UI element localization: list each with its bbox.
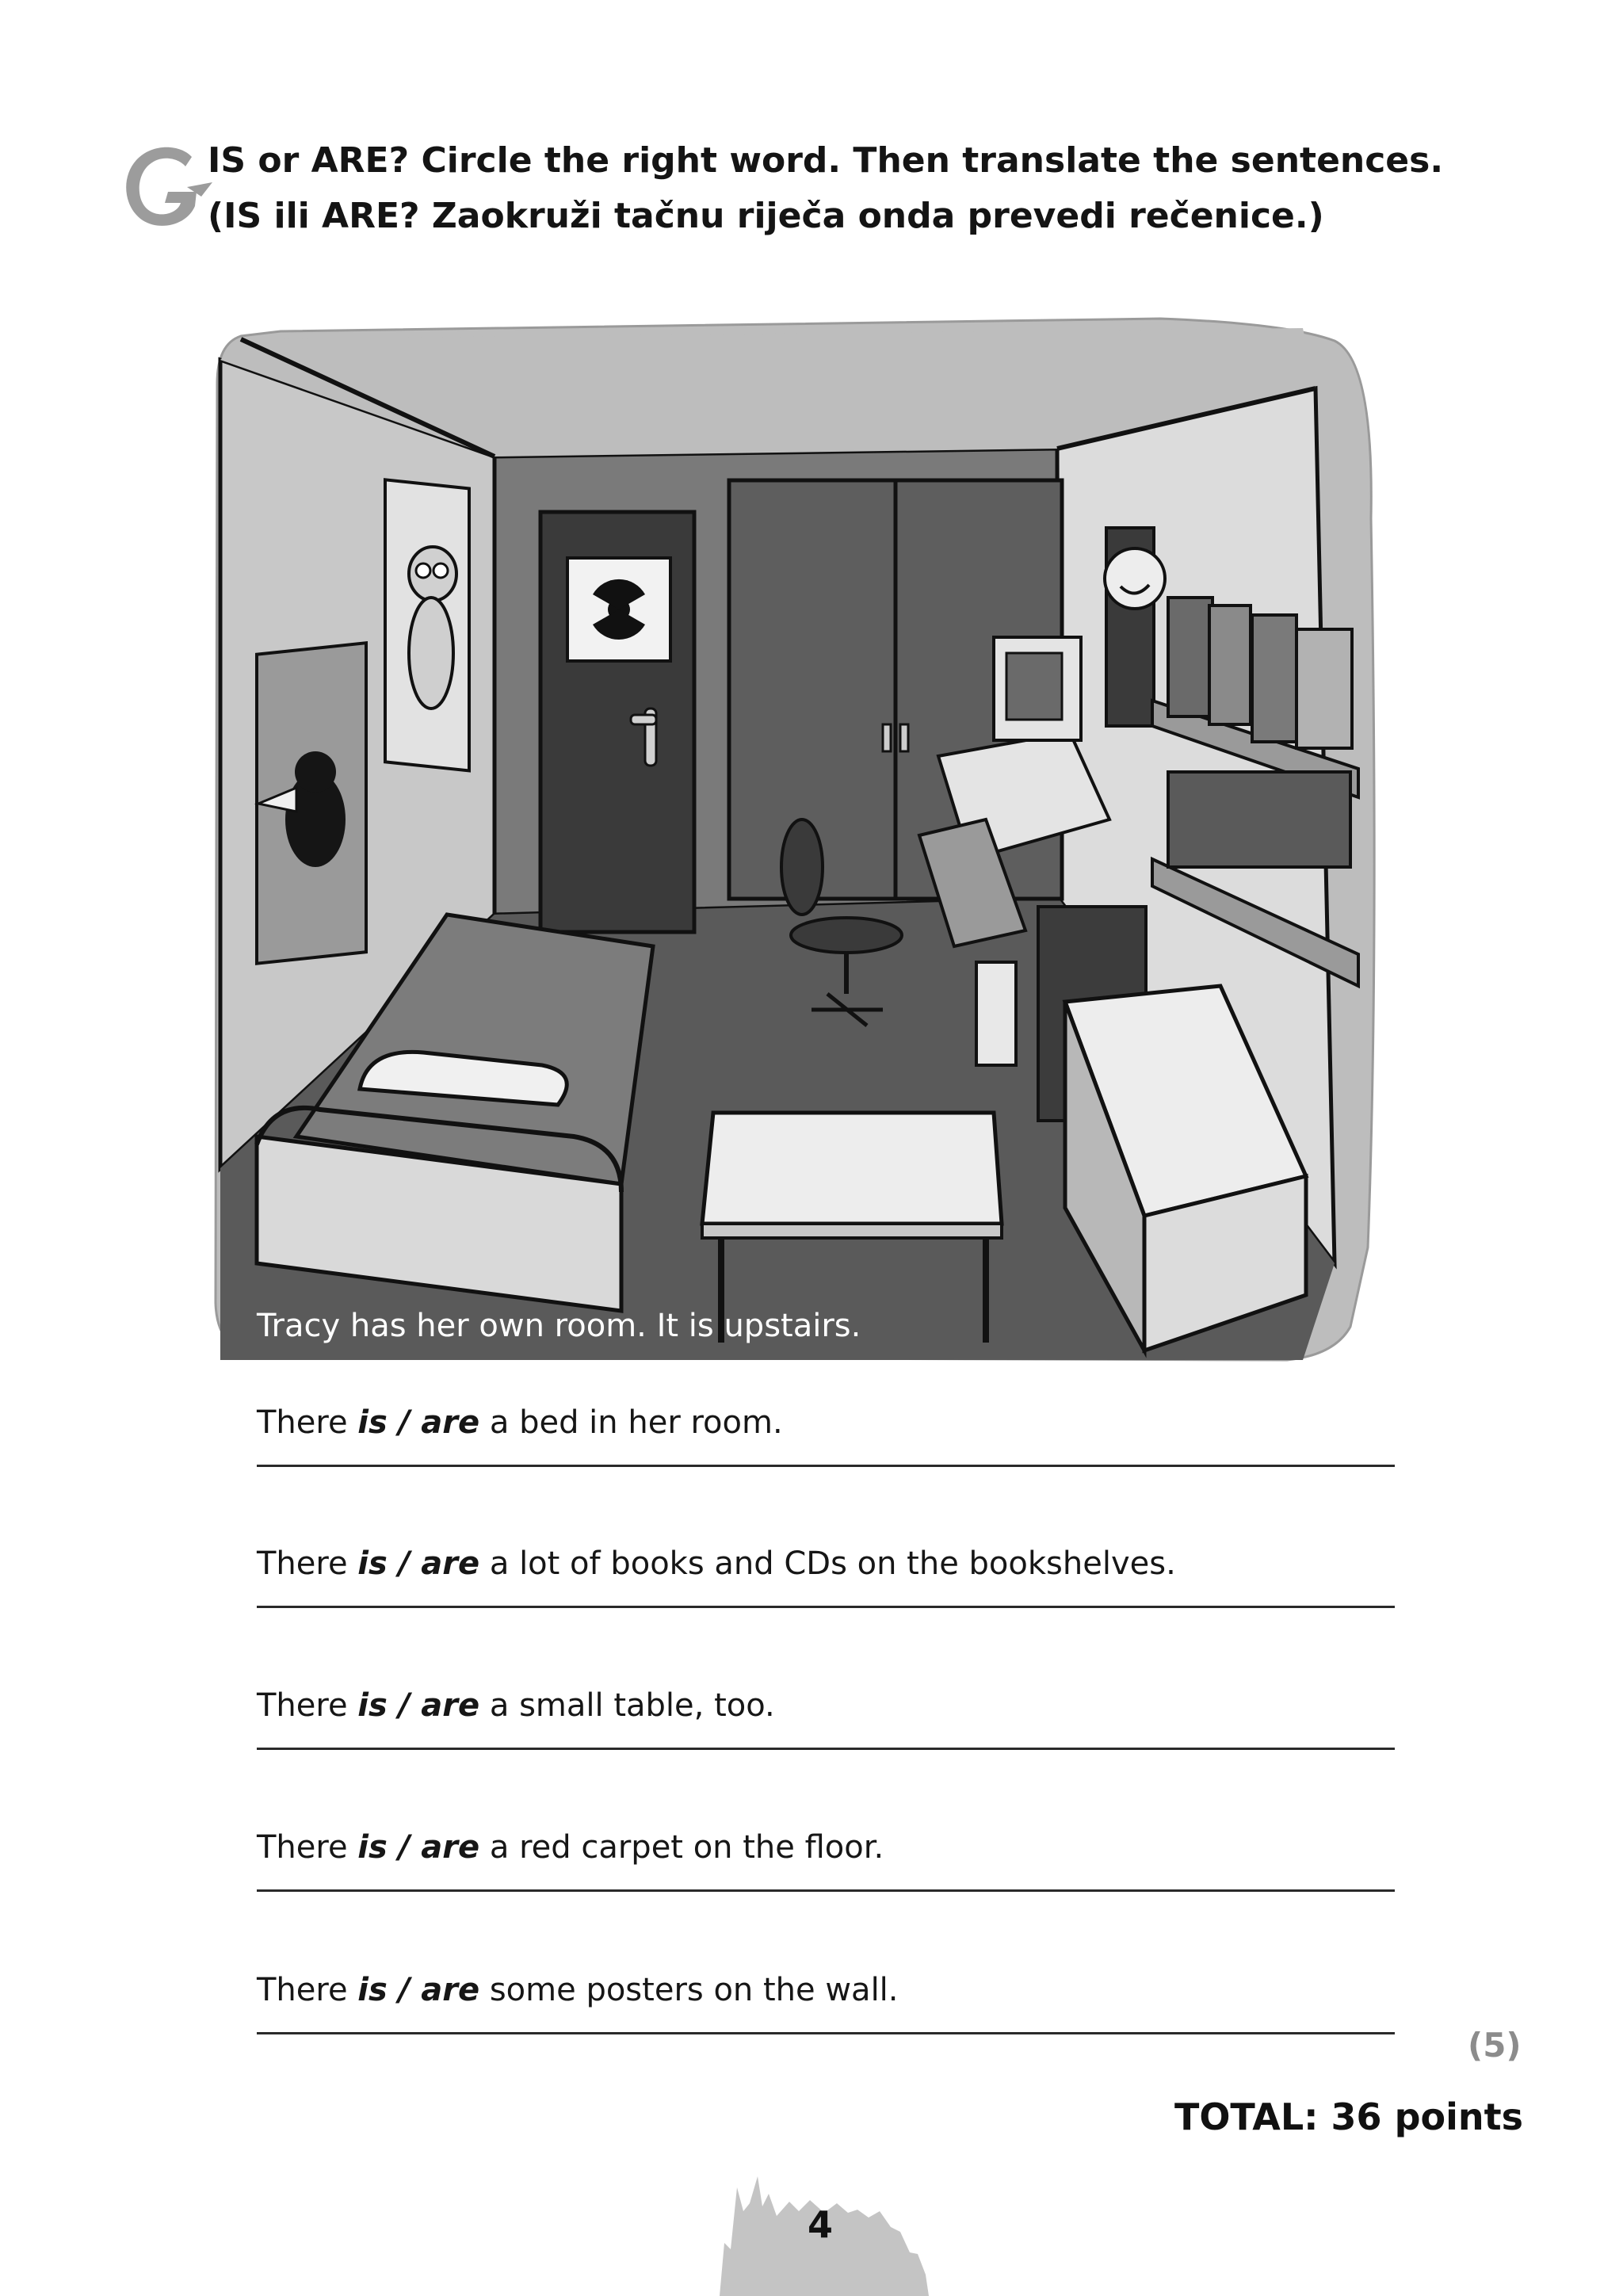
exercise-score: (5) bbox=[1468, 2026, 1522, 2065]
computer-tower bbox=[976, 962, 1016, 1065]
answer-line-4[interactable] bbox=[257, 1889, 1395, 1892]
exercise-item-1 bbox=[257, 1403, 1395, 1467]
sentence-prefix: There bbox=[257, 1404, 348, 1441]
instructions bbox=[208, 133, 1443, 244]
instruction-translation: (IS ili ARE? Zaokruži tačnu riječa onda prevedi rečenice.) bbox=[208, 196, 1324, 236]
illustration-caption: Tracy has her own room. It is upstairs. bbox=[257, 1308, 861, 1344]
answer-line-5[interactable] bbox=[257, 2032, 1395, 2034]
sentence-prefix: There bbox=[257, 1687, 348, 1724]
sentence-rest: a lot of books and CDs on the bookshelves. bbox=[489, 1545, 1176, 1582]
sentence-prefix: There bbox=[257, 1829, 348, 1866]
sentence-4 bbox=[257, 1828, 1395, 1867]
sentence-3 bbox=[257, 1686, 1395, 1725]
is-are-choice[interactable]: is / are bbox=[357, 1687, 480, 1724]
sentence-rest: a small table, too. bbox=[489, 1687, 775, 1724]
sentence-prefix: There bbox=[257, 1972, 348, 2008]
answer-line-2[interactable] bbox=[257, 1606, 1395, 1608]
exercise-item-5 bbox=[257, 1970, 1395, 2034]
sentence-rest: some posters on the wall. bbox=[489, 1972, 899, 2008]
desk-chair bbox=[791, 918, 902, 953]
small-table bbox=[702, 1113, 1002, 1224]
sentence-prefix: There bbox=[257, 1545, 348, 1582]
is-are-choice[interactable]: is / are bbox=[357, 1404, 480, 1441]
books bbox=[1296, 629, 1352, 748]
is-are-choice[interactable]: is / are bbox=[357, 1829, 480, 1866]
is-are-choice[interactable]: is / are bbox=[357, 1545, 480, 1582]
answer-line-3[interactable] bbox=[257, 1748, 1395, 1750]
sentence-2 bbox=[257, 1544, 1395, 1584]
exercise-item-3 bbox=[257, 1686, 1395, 1750]
sentence-5 bbox=[257, 1970, 1395, 2010]
total-points: TOTAL: 36 points bbox=[1174, 2095, 1523, 2138]
is-are-choice[interactable]: is / are bbox=[357, 1972, 480, 2008]
exercise-g-badge-icon bbox=[119, 139, 214, 233]
exercise-item-4 bbox=[257, 1828, 1395, 1892]
sentence-rest: a red carpet on the floor. bbox=[489, 1829, 884, 1866]
page-number: 4 bbox=[807, 2203, 833, 2246]
smiley-icon bbox=[1105, 548, 1165, 609]
answer-line-1[interactable] bbox=[257, 1465, 1395, 1467]
exercise-item-2 bbox=[257, 1544, 1395, 1608]
bedroom-illustration bbox=[209, 312, 1382, 1374]
cd-row bbox=[1168, 772, 1350, 867]
sentence-rest: a bed in her room. bbox=[489, 1404, 783, 1441]
instruction-english: IS or ARE? Circle the right word. Then translate the sentences. bbox=[208, 140, 1444, 181]
sentence-1 bbox=[257, 1403, 1395, 1442]
